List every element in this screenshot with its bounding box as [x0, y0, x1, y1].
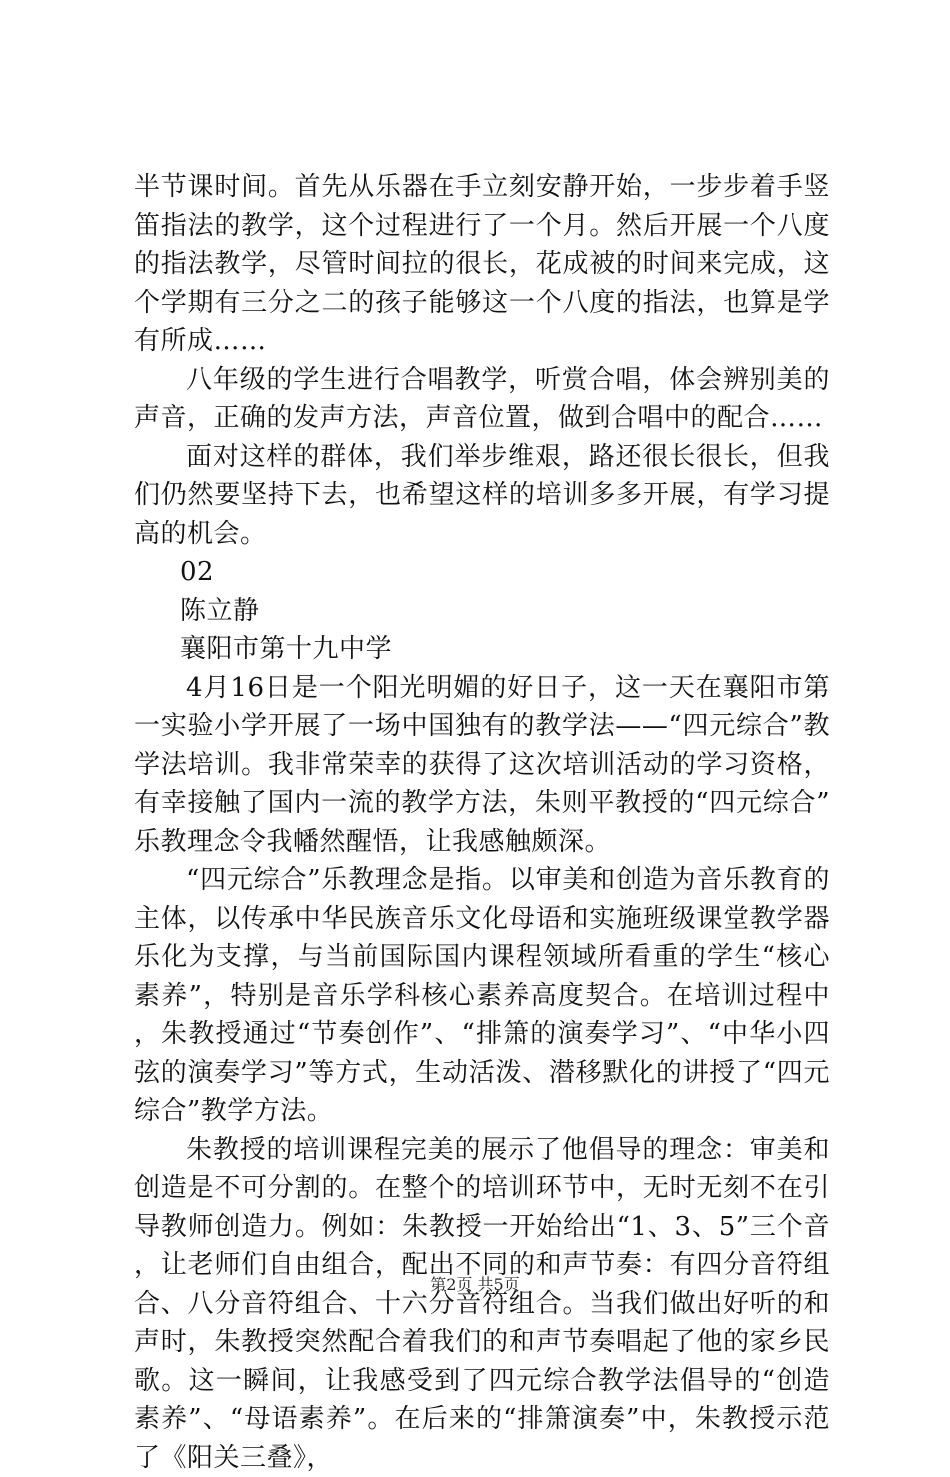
paragraph-9: 朱教授的培训课程完美的展示了他倡导的理念：审美和创造是不可分割的。在整个的培训环节中，无时无刻不在引导教师创造力。例如：朱教授一开始给出“1、3、5”三个音，让老师们自由组合，配出不同的和声节奏：有四分音符组合、八分音符组合、十六分音符组合。当我们做出好听的和声时，朱教授突然配合着我们的和声节奏唱起了他的家乡民歌。这一瞬间，让我感受到了四元综合教学法倡导的“创造素养”、“母语素养”。在后来的“排箫演奏”中，朱教授示范了《阳关三叠》，: [134, 1131, 830, 1477]
paragraph-1: 半节课时间。首先从乐器在手立刻安静开始，一步步着手竖笛指法的教学，这个过程进行了一个月。然后开展一个八度的指法教学，尽管时间拉的很长，花成被的时间来完成，这个学期有三分之二的孩子能够这一个八度的指法，也算是学有所成……: [134, 168, 830, 361]
section-number: 02: [134, 553, 830, 592]
page-footer: 第2页 共5页: [0, 1272, 950, 1295]
paragraph-8: “四元综合”乐教理念是指。以审美和创造为音乐教育的主体，以传承中华民族音乐文化母语和实施班级课堂教学器乐化为支撑，与当前国际国内课程领域所看重的学生“核心素养”，特别是音乐学科核心素养高度契合。在培训过程中，朱教授通过“节奏创作”、“排箫的演奏学习”、“中华小四弦的演奏学习”等方式，生动活泼、潜移默化的讲授了“四元综合”教学方法。: [134, 861, 830, 1131]
paragraph-3: 面对这样的群体，我们举步维艰，路还很长很长，但我们仍然要坚持下去，也希望这样的培训多多开展，有学习提高的机会。: [134, 438, 830, 554]
paragraph-7: 4月16日是一个阳光明媚的好日子，这一天在襄阳市第一实验小学开展了一场中国独有的教学法——“四元综合”教学法培训。我非常荣幸的获得了这次培训活动的学习资格，有幸接触了国内一流的教学方法，朱则平教授的“四元综合”乐教理念令我幡然醒悟，让我感触颇深。: [134, 669, 830, 862]
author-name: 陈立静: [134, 592, 830, 631]
author-school: 襄阳市第十九中学: [134, 630, 830, 669]
paragraph-2: 八年级的学生进行合唱教学，听赏合唱，体会辨别美的声音，正确的发声方法，声音位置，做到合唱中的配合……: [134, 361, 830, 438]
